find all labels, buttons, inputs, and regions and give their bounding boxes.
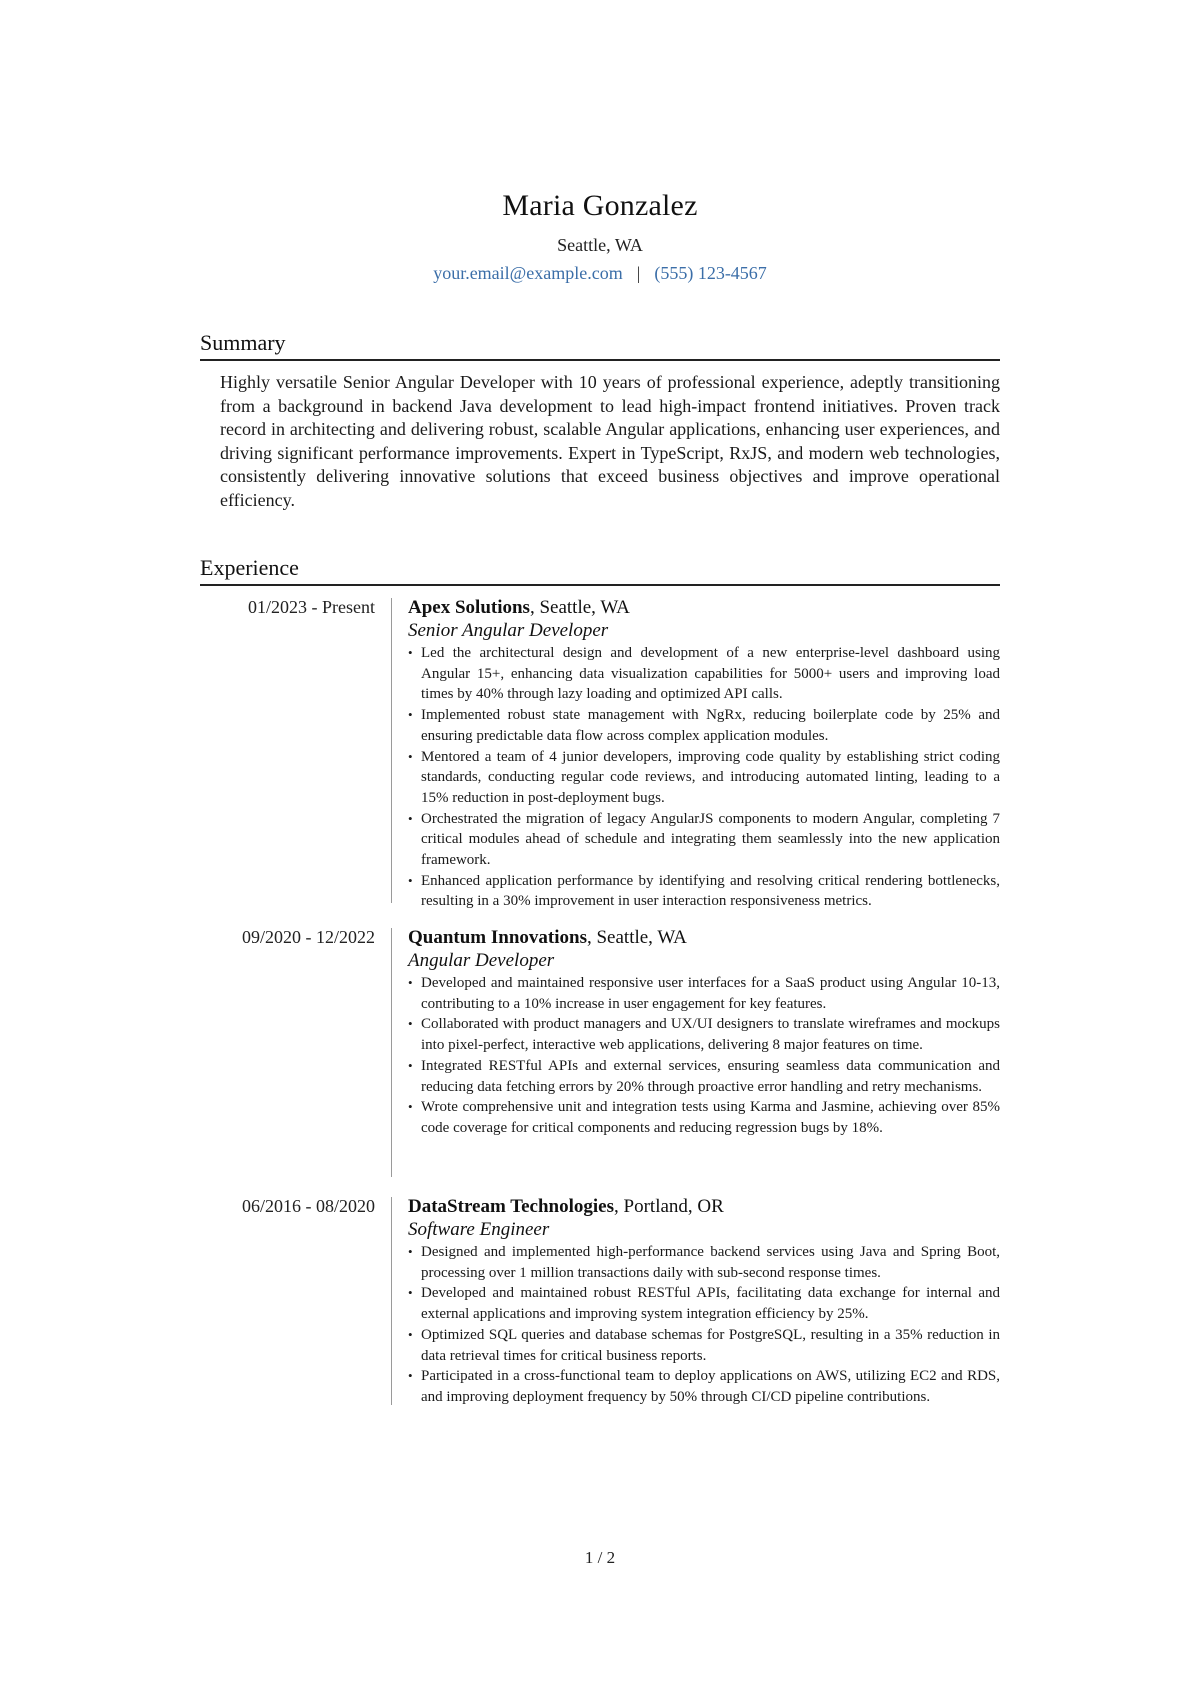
timeline-divider — [391, 1197, 392, 1405]
job-bullet: • Implemented robust state management with NgRx, reducing boilerplate code by 25% and ensuring predictable data flow across complex application modules. — [408, 707, 1000, 744]
bullet-icon: • — [408, 707, 413, 723]
bullet-icon: • — [408, 748, 413, 764]
bullet-icon: • — [408, 1057, 413, 1073]
job-date: 09/2020 - 12/2022 — [242, 927, 375, 947]
job-details — [408, 1195, 1000, 1408]
bullet-icon: • — [408, 645, 413, 660]
job-bullet: • Wrote comprehensive unit and integration tests using Karma and Jasmine, achieving over 85% code coverage for critical components and reducing regression bugs by 18%. — [408, 1099, 1000, 1136]
bullet-icon: • — [408, 1285, 413, 1301]
bullet-icon: • — [408, 1368, 413, 1384]
job-bullet: • Orchestrated the migration of legacy AngularJS components to modern Angular, completing 7 critical modules ahead of schedule and integrating them seamlessly into the new application framework. — [408, 810, 1000, 869]
job-role: Angular Developer — [408, 950, 555, 971]
candidate-location: Seattle, WA — [557, 235, 643, 255]
job-bullet: • Integrated RESTful APIs and external services, ensuring seamless data communication and reducing data fetching errors by 20% through proactive error handling and retry mechanisms. — [408, 1057, 1000, 1095]
job-bullet: • Collaborated with product managers and UX/UI designers to translate wireframes and mockups into pixel-perfect, interactive web applications, delivering 8 major features on time. — [408, 1016, 1000, 1054]
job-heading — [408, 926, 1000, 949]
job-bullet: • Developed and maintained robust RESTful APIs, facilitating data exchange for internal and external applications and improving system integration efficiency by 25%. — [408, 1285, 1000, 1323]
job-role: Software Engineer — [408, 1219, 550, 1240]
bullet-icon: • — [408, 1326, 413, 1342]
candidate-name: Maria Gonzalez — [502, 189, 698, 222]
resume-header — [200, 188, 1000, 284]
job-bullet: • Mentored a team of 4 junior developers, improving code quality by establishing strict coding standards, conducting regular code reviews, and introducing automated linting, leading to a 15% reduction in post-deployment bugs. — [408, 748, 1000, 806]
job-date: 06/2016 - 08/2020 — [242, 1196, 375, 1216]
bullet-icon: • — [408, 975, 413, 990]
phone-link[interactable]: (555) 123-4567 — [654, 263, 767, 283]
job-date: 01/2023 - Present — [248, 597, 375, 617]
job-heading — [408, 1195, 1000, 1218]
job-bullet: • Led the architectural design and development of a new enterprise-level dashboard using Angular 15+, enhancing data visualization capabilities for 5000+ users and improving load times by 40% through lazy loading and optimized API calls. — [408, 645, 1000, 703]
summary-section-title: Summary — [200, 330, 1000, 361]
job-bullet: • Designed and implemented high-performance backend services using Java and Spring Boot, processing over 1 million transactions daily with sub-second response times. — [408, 1244, 1000, 1281]
experience-section-title: Experience — [200, 555, 1000, 586]
timeline-divider — [391, 928, 392, 1177]
bullet-icon: • — [408, 810, 413, 826]
job-bullet-list — [408, 643, 1000, 912]
job-bullet: • Enhanced application performance by identifying and resolving critical rendering bottlenecks, resulting in a 30% improvement in user interaction responsiveness metrics. — [408, 872, 1000, 910]
company-location: , Seattle, WA — [586, 927, 687, 948]
company-location: , Seattle, WA — [529, 597, 630, 618]
bullet-icon: • — [408, 1099, 413, 1115]
job-details — [408, 926, 1000, 1139]
job-bullet: • Optimized SQL queries and database schemas for PostgreSQL, resulting in a 35% reduction in data retrieval times for critical business reports. — [408, 1326, 1000, 1364]
company-name: DataStream Technologies — [408, 1196, 615, 1217]
resume-page — [200, 0, 1000, 1683]
company-location: , Portland, OR — [614, 1196, 724, 1217]
bullet-icon: • — [408, 1016, 413, 1032]
company-name: Apex Solutions — [408, 597, 530, 618]
job-bullet: • Participated in a cross-functional team to deploy applications on AWS, utilizing EC2 and RDS, and improving deployment frequency by 50% through CI/CD pipeline contributions. — [408, 1368, 1000, 1405]
job-details — [408, 596, 1000, 912]
job-bullet: • Developed and maintained responsive user interfaces for a SaaS product using Angular 10-13, contributing to a 10% increase in user engagement for key features. — [408, 975, 1000, 1012]
job-role: Senior Angular Developer — [408, 620, 609, 641]
job-bullet-list — [408, 1242, 1000, 1408]
email-link[interactable]: your.email@example.com — [433, 263, 623, 283]
page-number: 1 / 2 — [584, 1548, 616, 1567]
bullet-icon: • — [408, 1244, 413, 1259]
contact-separator: | — [636, 263, 641, 283]
job-heading — [408, 596, 1000, 619]
company-name: Quantum Innovations — [408, 927, 587, 948]
bullet-icon: • — [408, 872, 413, 888]
summary-text: Highly versatile Senior Angular Developer with 10 years of professional experience, adeptly transitioning from a background in backend Java development to lead high-impact frontend initiatives. Proven track record in architecting and delivering robust, scalable Angular applications, enhancing user experiences, and driving significant performance improvements. Expert in TypeScript, RxJS, and modern web technologies, consistently delivering innovative solutions that exceed business objectives and improve operational efficiency. — [220, 372, 1000, 510]
contact-line — [200, 262, 1000, 284]
timeline-divider — [391, 598, 392, 903]
job-bullet-list — [408, 973, 1000, 1139]
